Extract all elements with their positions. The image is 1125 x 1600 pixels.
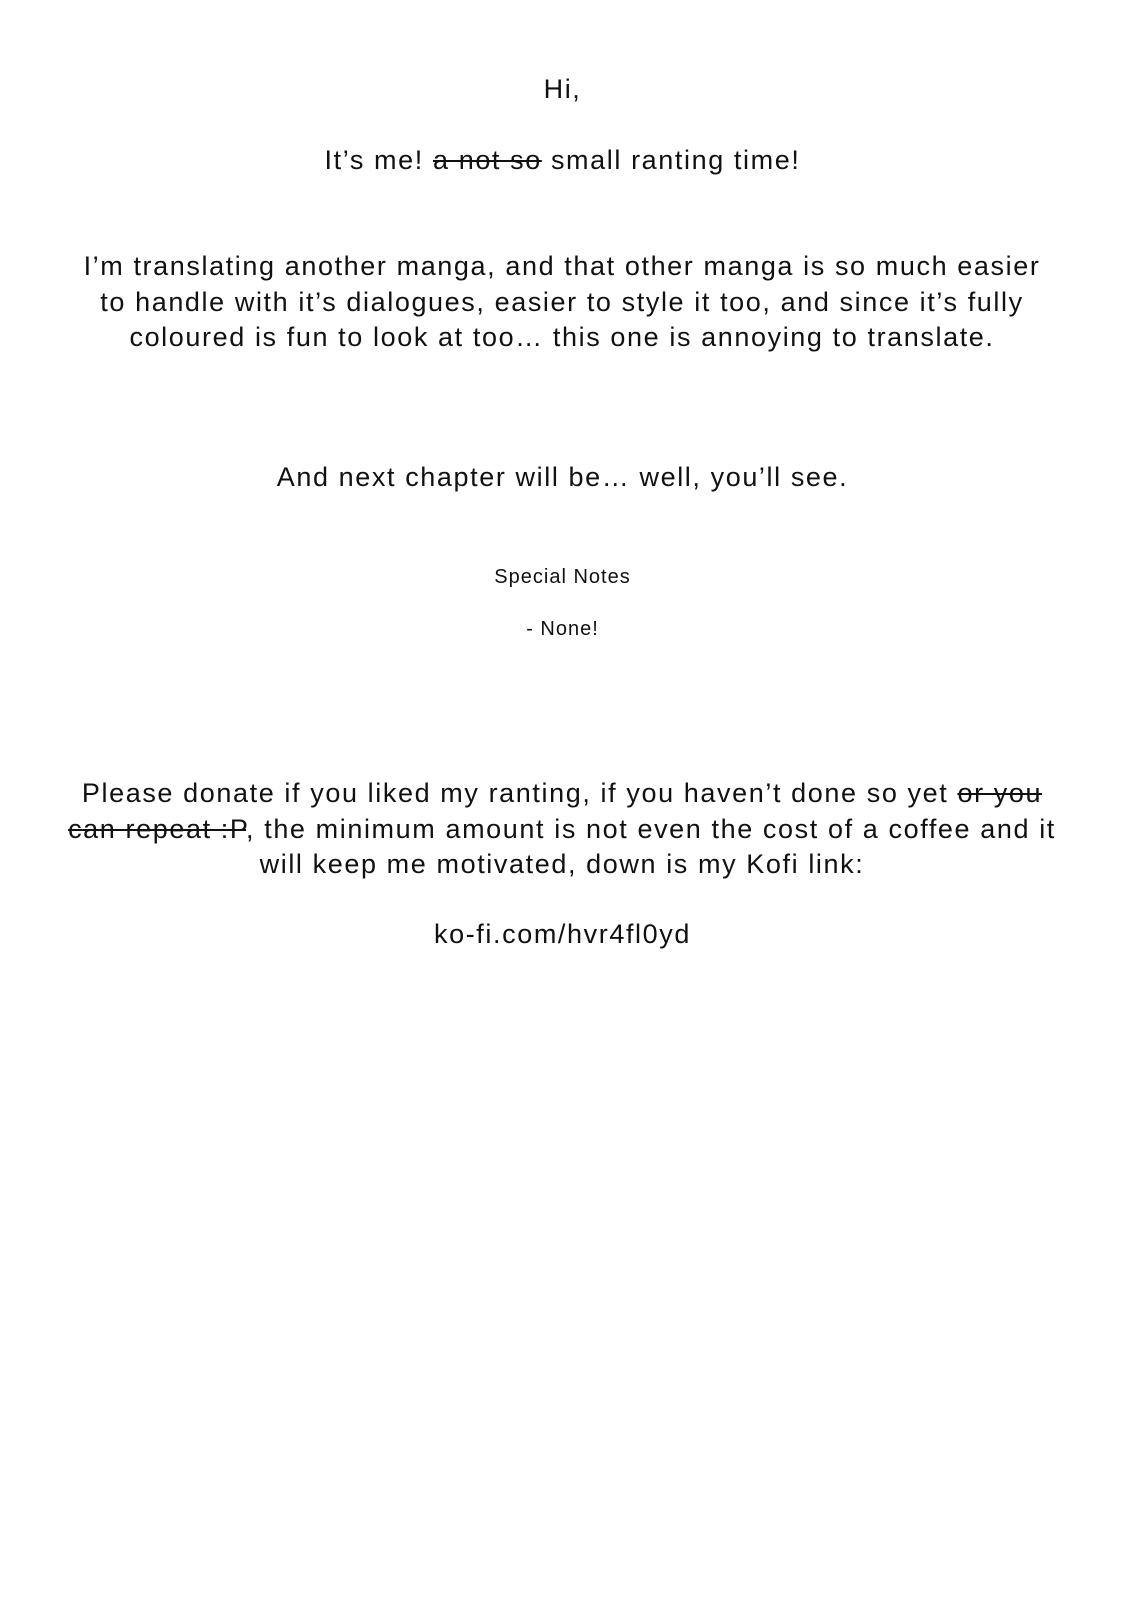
special-notes-item: - None! — [526, 618, 599, 640]
donate-paragraph — [67, 776, 1057, 883]
intro-text-start: It’s me! — [324, 145, 433, 175]
donate-struck-text: or you can repeat :P — [68, 778, 1043, 844]
intro-struck-text: a not so — [432, 145, 542, 175]
next-chapter-line: And next chapter will be… well, you’ll see. — [276, 462, 849, 492]
rant-paragraph: I’m translating another manga, and that other manga is so much easier to handle with it’s dialogues, easier to style it too, and since it’s fully coloured is fun to look at too… this one is annoying to translate. — [83, 251, 1041, 352]
kofi-link[interactable]: ko-fi.com/hvr4fl0yd — [434, 919, 691, 949]
greeting: Hi, — [543, 74, 582, 104]
special-notes-heading: Special Notes — [494, 566, 631, 588]
donate-text-start: Please donate if you liked my ranting, if you haven’t done so yet — [81, 778, 958, 808]
intro-text-end: small ranting time! — [541, 145, 801, 175]
kofi-line — [0, 917, 1125, 953]
donate-text-end: , the minimum amount is not even the cost of a coffee and it will keep me motivated, down is my Kofi link: — [246, 813, 1056, 879]
intro-line — [0, 143, 1125, 179]
